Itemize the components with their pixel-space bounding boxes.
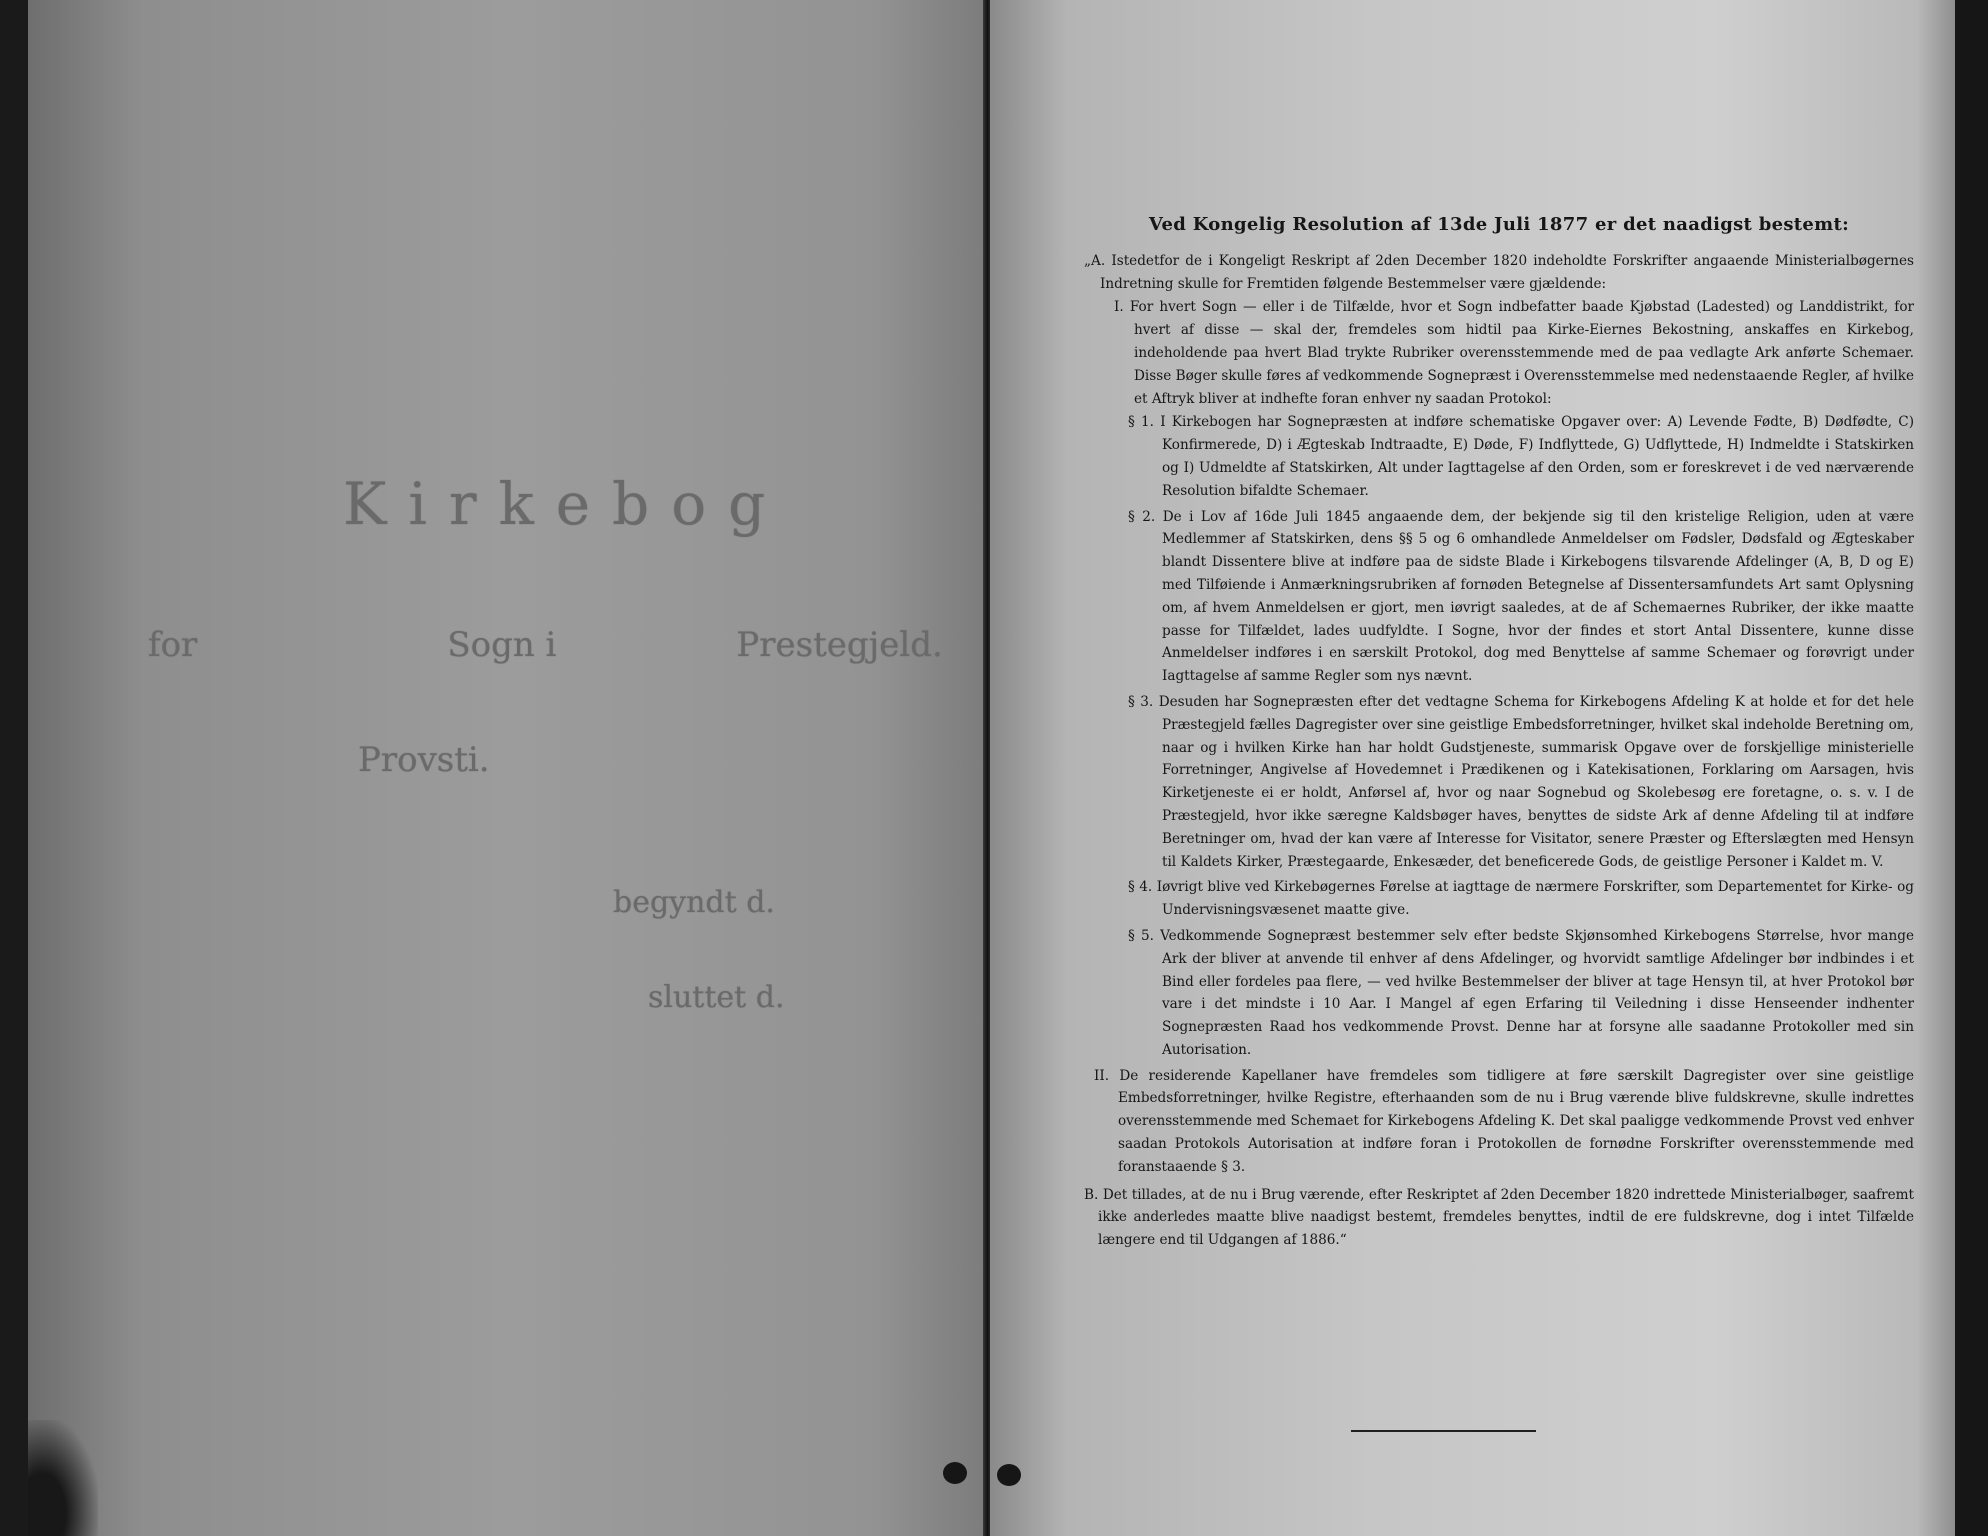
sluttet-label: sluttet d. [648, 980, 785, 1015]
for-label: for [148, 625, 198, 665]
paragraph-1: § 1. I Kirkebogen har Sognepræsten at indføre schematiske Opgaver over: A) Levende Fødte, B) Dødfødte, C) Konfirmerede, D) i Ægteskab Indtraadte, E) Døde, F) Indflyttede, G) Udflyttede, H) Indmeldte i Statskirken og I) Udmeldte af Statskirken, Alt under Iagttagelse af den Orden, som er foreskrevet i de ved nærværende Resolution bifaldte Schemaer. [1128, 414, 1914, 499]
sogn-label: Sogn i [447, 625, 557, 665]
closing-rule [1351, 1430, 1536, 1432]
scan-edge [1955, 0, 1988, 1536]
resolution-heading: Ved Kongelig Resolution af 13de Juli 1877 er det naadigst bestemt: [1148, 214, 1850, 235]
book-title: Kirkebog [343, 470, 788, 538]
section-b: B. Det tillades, at de nu i Brug værende, efter Reskriptet af 2den December 1820 indrettede Ministerialbøger, saafremt ikke anderledes maatte blive naadigst bestemt, fremdeles benyttes, indtil de ere fuldskrevne, dog i intet Tilfælde længere end til Udgangen af 1886.“ [1084, 1186, 1914, 1249]
corner-smudge [28, 1420, 98, 1536]
paragraph-5: § 5. Vedkommende Sognepræst bestemmer selv efter bedste Skjønsomhed Kirkebogens Størrelse, hvor mange Ark der bliver at anvende til enhver af dens Afdelinger, og hvorvidt samtlige Afdelinger bør indbindes i et Bind eller fordeles paa flere, — ved hvilke Bestemmelser der bliver at tage Hensyn til, at hver Protokol bør vare i det mindste i 10 Aar. I Mangel af egen Erfaring til Veiledning i disse Henseender indhenter Sognepræsten Raad hos vedkommende Provst. Denne har at forsyne alle saadanne Protokoller med sin Autorisation. [1128, 927, 1914, 1058]
binding-hole [943, 1462, 967, 1484]
binding-hole [997, 1464, 1021, 1486]
provsti-label: Provsti. [358, 740, 490, 780]
royal-resolution-text [1084, 214, 1914, 1253]
parish-line [148, 625, 943, 665]
paragraph-3: § 3. Desuden har Sognepræsten efter det vedtagne Schema for Kirkebogens Afdeling K at holde et for det hele Præstegjeld fælles Dagregister over sine geistlige Embedsforretninger, hvilket skal indeholde Beretning om, naar og i hvilken Kirke han har holdt Gudstjeneste, summarisk Opgave over de forskjellige ministerielle Forretninger, Angivelse af Hovedemnet i Prædikenen og i Katekisationen, Forklaring om Aarsagen, hvis Kirketjeneste ei er holdt, Anførsel af, hvor og naar Sognebud og Skolebesøg ere foretagne, o. s. v. I de Præstegjeld, hvor ikke særegne Kaldsbøger haves, benyttes de sidste Ark af denne Afdeling til at indføre Beretninger om, hvad der kan være af Interesse for Visitator, senere Præster og Efterslægten med Hensyn til Kaldets Kirker, Præstegaarde, Enkesæder, det beneficerede Gods, de geistlige Personer i Kaldet m. V. [1128, 693, 1914, 870]
left-page [28, 0, 986, 1536]
section-ii: II. De residerende Kapellaner have fremdeles som tidligere at føre særskilt Dagregister over sine geistlige Embedsforretninger, hvilke Registre, efterhaanden som de nu i Brug værende blive fuldskrevne, skulle indrettes overensstemmende med Schemaet for Kirkebogens Afdeling K. Det skal paaligge vedkommende Provst ved enhver saadan Protokols Autorisation at indføre foran i Protokollen de fornødne Forskrifter overensstemmende med foranstaaende § 3. [1094, 1067, 1914, 1175]
paragraph-2: § 2. De i Lov af 16de Juli 1845 angaaende dem, der bekjende sig til den kristelige Religion, uden at være Medlemmer af Statskirken, dens §§ 5 og 6 omhandlede Anmeldelser om Fødsler, Dødsfald og Ægteskaber blandt Dissentere blive at indføre paa de sidste Blade i Kirkebogens tilsvarende Afdelinger (A, B, D og E) med Tilføiende i Anmærkningsrubriken af fornøden Betegnelse af Dissentersamfundets Art samt Oplysning om, af hvem Anmeldelsen er gjort, men iøvrigt saaledes, at de af Schemaernes Rubriker, der ikke maatte passe for Tilfældet, lades uudfyldte. I Sogne, hvor der findes et stort Antal Dissentere, kunne disse Anmeldelser indføres i en særskilt Protokol, dog med Benyttelse af samme Schemaer og forøvrigt under Iagttagelse af samme Regler som nys nævnt. [1128, 508, 1914, 685]
prestegjeld-label: Prestegjeld. [736, 625, 943, 665]
section-a: „A. Istedetfor de i Kongeligt Reskript af 2den December 1820 indeholdte Forskrifter angaaende Ministerialbøgernes Indretning skulle for Fremtiden følgende Bestemmelser være gjældende: [1084, 252, 1914, 292]
begyndt-label: begyndt d. [613, 885, 775, 920]
section-i: I. For hvert Sogn — eller i de Tilfælde, hvor et Sogn indbefatter baade Kjøbstad (Ladested) og Landdistrikt, for hvert af disse — skal der, fremdeles som hidtil paa Kirke-Eiernes Bekostning, anskaffes en Kirkebog, indeholdende paa hvert Blad trykte Rubriker overensstemmende med de paa vedlagte Ark anførte Schemaer. Disse Bøger skulle føres af vedkommende Sognepræst i Overensstemmelse med nedenstaaende Regler, af hvilke et Aftryk bliver at indhefte foran enhver ny saadan Protokol: [1114, 299, 1914, 407]
paragraph-4: § 4. Iøvrigt blive ved Kirkebøgernes Førelse at iagttage de nærmere Forskrifter, som Departementet for Kirke- og Undervisningsvæsenet maatte give. [1128, 879, 1914, 919]
right-page [990, 0, 1955, 1536]
